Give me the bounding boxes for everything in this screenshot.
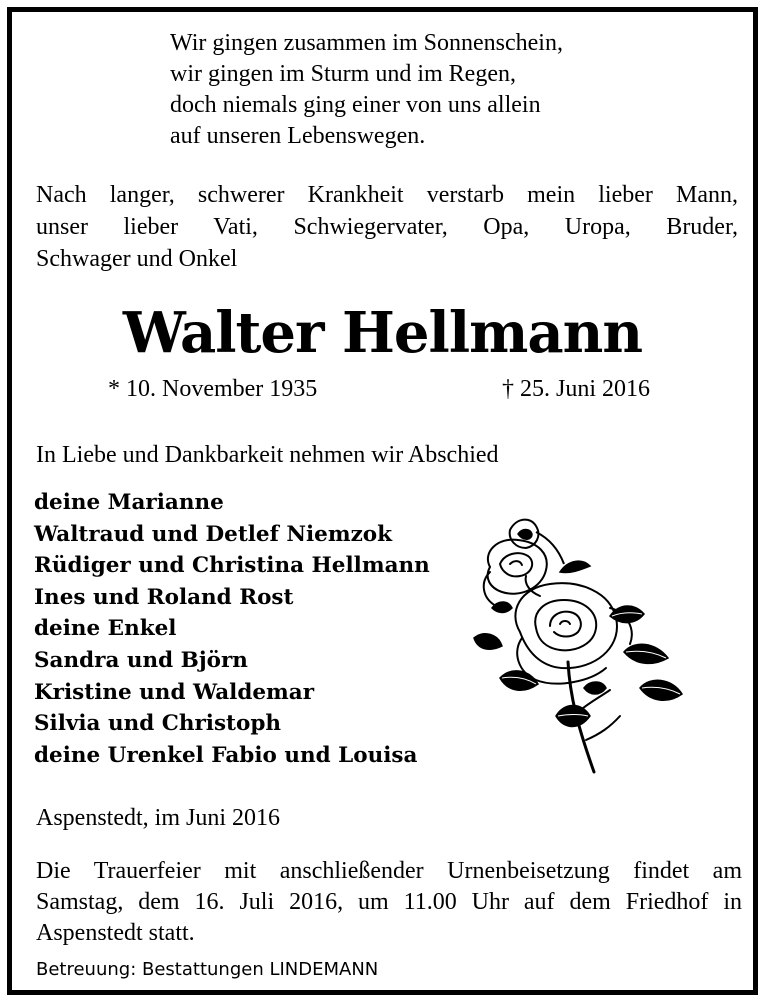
poem [170,28,563,152]
mourner-line: Kristine und Waldemar [34,679,315,705]
mourner-line: Sandra und Björn [34,647,248,673]
announcement-line: Schwager und Onkel [36,246,238,272]
poem-line: wir gingen im Sturm und im Regen, [170,61,516,87]
poem-line: doch niemals ging einer von uns allein [170,92,541,118]
deceased-name: Walter Hellmann [122,300,643,366]
mourner-line: deine Urenkel Fabio und Louisa [34,742,418,768]
funeral-line: Die Trauerfeier mit anschließender Urnenbeisetzung findet am [36,858,742,884]
funeral-line: Samstag, dem 16. Juli 2016, um 11.00 Uhr auf dem Friedhof in [36,889,742,915]
mourner-line: Waltraud und Detlef Niemzok [34,521,393,547]
mourner-line: deine Marianne [34,490,224,515]
birth-date: * 10. November 1935 [108,376,318,402]
place-and-date: Aspenstedt, im Juni 2016 [36,805,280,831]
death-date: † 25. Juni 2016 [502,376,651,402]
undertaker-credit: Betreuung: Bestattungen LINDEMANN [36,959,379,980]
farewell-text: In Liebe und Dankbarkeit nehmen wir Abschied [36,442,499,468]
obituary-notice [7,7,758,995]
mourner-line: Silvia und Christoph [34,711,281,737]
mourner-line: Rüdiger und Christina Hellmann [34,553,430,579]
announcement-line: unser lieber Vati, Schwiegervater, Opa, Uropa, Bruder, [36,214,738,240]
mourner-line: Ines und Roland Rost [34,584,294,610]
funeral-line: Aspenstedt statt. [36,920,195,946]
mourners-list [34,487,430,771]
funeral-info [36,856,742,949]
poem-line: auf unseren Lebenswegen. [170,123,426,149]
poem-line: Wir gingen zusammen im Sonnenschein, [170,30,563,56]
death-announcement [36,179,738,275]
rose-icon [460,512,690,777]
mourner-line: deine Enkel [34,616,177,642]
announcement-line: Nach langer, schwerer Krankheit verstarb mein lieber Mann, [36,182,738,208]
